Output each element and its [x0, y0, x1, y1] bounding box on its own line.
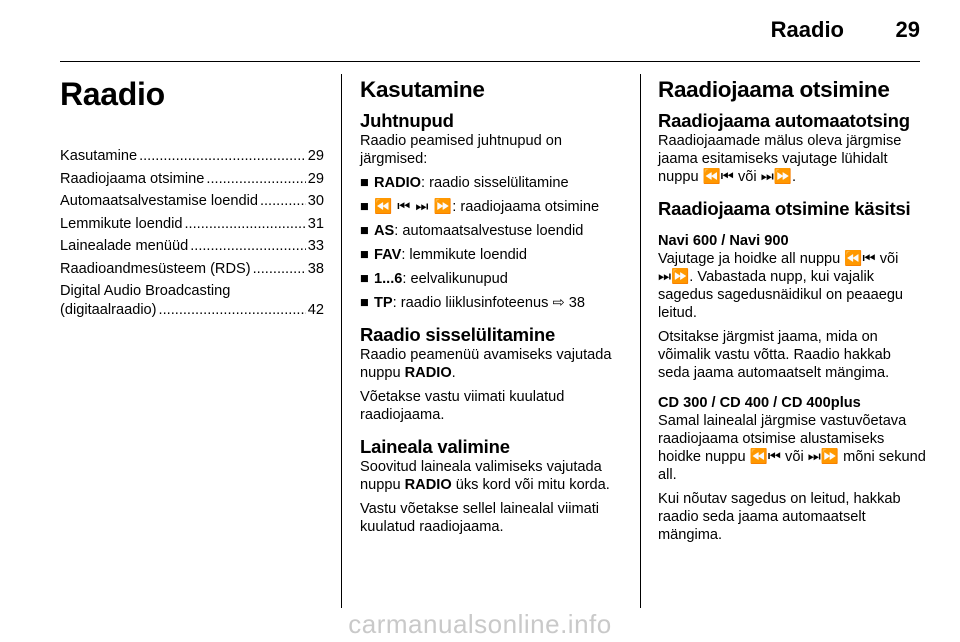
toc-entry[interactable]	[60, 237, 324, 256]
control-desc: : raadiojaama otsimine	[452, 199, 600, 215]
list-item	[360, 222, 624, 240]
header-page-number: 29	[895, 17, 920, 42]
subsection-title: Juhtnupud	[360, 110, 454, 131]
watermark: carmanualsonline.info	[348, 609, 612, 639]
column-divider-2	[640, 74, 641, 608]
toc-label: Lemmikute loendid	[60, 215, 183, 232]
controls-list	[360, 174, 624, 312]
header-section-title: Raadio	[770, 17, 844, 42]
toc-leader	[260, 192, 306, 211]
list-item	[360, 294, 624, 312]
page-header	[60, 0, 920, 62]
model-heading: CD 300 / CD 400 / CD 400plus	[658, 395, 861, 411]
toc-leader	[139, 147, 306, 166]
toc-leader	[190, 237, 306, 256]
control-desc: : automaatsalvestuse loendid	[394, 223, 584, 239]
list-item	[360, 246, 624, 264]
toc-label: Digital Audio Broadcasting	[60, 283, 231, 299]
control-desc: : raadio sisselülitamine	[421, 175, 569, 191]
control-desc: : eelvalikunupud	[402, 271, 508, 287]
paragraph: Vajutage ja hoidke all nuppu ⏪⏮ või ⏭⏩. Vabastada nupp, kui vajalik sagedus sagedusnäidikul on peaaegu leitud.	[658, 251, 904, 321]
chapter-title: Raadio	[60, 76, 165, 112]
toc-leader	[185, 215, 306, 234]
bullet-icon: ■	[360, 271, 369, 287]
toc-entry[interactable]	[60, 147, 324, 166]
seek-buttons-icon: ⏪ ⏮ ⏭ ⏩	[374, 199, 453, 215]
model-heading: Navi 600 / Navi 900	[658, 233, 789, 249]
toc-leader	[206, 170, 305, 189]
toc-page: 29	[307, 170, 324, 187]
list-item	[360, 174, 624, 192]
toc-page: 42	[307, 302, 324, 318]
bullet-icon: ■	[360, 247, 369, 263]
paragraph: Raadio peamenüü avamiseks vajutada nuppu RADIO.	[360, 347, 612, 381]
toc-page: 33	[307, 238, 324, 254]
toc-label: Raadiojaama otsimine	[60, 170, 205, 187]
bullet-icon: ■	[360, 199, 369, 215]
paragraph: Vastu võetakse sellel lainealal viimati kuulatud raadiojaama.	[360, 501, 600, 535]
subsection-title: Raadiojaama automaatotsing	[658, 110, 910, 131]
toc-entry[interactable]	[60, 215, 324, 234]
bullet-icon: ■	[360, 175, 369, 191]
control-desc: : raadio liiklusinfoteenus ⇨ 38	[392, 295, 585, 311]
toc-page: 38	[307, 260, 324, 277]
control-key: 1...6	[374, 271, 403, 287]
paragraph: Kui nõutav sagedus on leitud, hakkab raadio seda jaama automaatselt mängima.	[658, 491, 901, 543]
control-desc: : lemmikute loendid	[401, 247, 528, 263]
toc-label: Lainealade menüüd	[60, 238, 189, 254]
table-of-contents	[60, 147, 324, 320]
control-key: AS	[374, 223, 395, 239]
control-key: TP	[374, 295, 393, 311]
paragraph: Raadiojaamade mälus oleva järgmise jaama esitamiseks vajutage lühidalt nuppu ⏪⏮ või ⏭⏩.	[658, 133, 902, 185]
section-title: Kasutamine	[360, 77, 485, 102]
column-usage	[360, 62, 624, 608]
toc-entry[interactable]	[60, 282, 324, 320]
toc-label: Raadioandmesüsteem (RDS)	[60, 260, 251, 277]
subsection-title: Raadiojaama otsimine käsitsi	[658, 198, 911, 219]
paragraph: Otsitakse järgmist jaama, mida on võimalik vastu võtta. Raadio hakkab seda jaama automaatselt mängima.	[658, 329, 891, 381]
list-item	[360, 198, 624, 216]
toc-page: 30	[307, 193, 324, 209]
toc-leader	[159, 301, 306, 320]
toc-leader	[253, 260, 306, 279]
subsection-title: Laineala valimine	[360, 436, 510, 457]
bullet-icon: ■	[360, 295, 369, 311]
subsection-title: Raadio sisselülitamine	[360, 324, 556, 345]
list-item	[360, 270, 624, 288]
column-station-search	[658, 62, 926, 608]
paragraph: Samal lainealal järgmise vastuvõetava raadiojaama otsimise alustamiseks hoidke nuppu ⏪⏮ või ⏭⏩ mõni sekund all.	[658, 413, 926, 483]
control-key: RADIO	[374, 175, 422, 191]
section-title: Raadiojaama otsimine	[658, 77, 890, 102]
toc-entry[interactable]	[60, 260, 324, 279]
column-divider-1	[341, 74, 342, 608]
paragraph: Võetakse vastu viimati kuulatud raadiojaama.	[360, 389, 565, 423]
toc-label: (digitaalraadio)	[60, 302, 157, 318]
toc-entry[interactable]	[60, 170, 324, 189]
toc-label: Automaatsalvestamise loendid	[60, 193, 258, 209]
toc-page: 31	[307, 215, 324, 232]
column-toc	[60, 62, 324, 608]
toc-label: Kasutamine	[60, 148, 138, 164]
toc-page: 29	[307, 148, 324, 164]
toc-entry[interactable]	[60, 192, 324, 211]
control-key: FAV	[374, 247, 402, 263]
paragraph: Soovitud laineala valimiseks vajutada nuppu RADIO üks kord või mitu korda.	[360, 459, 610, 493]
paragraph: Raadio peamised juhtnupud on järgmised:	[360, 133, 563, 167]
bullet-icon: ■	[360, 223, 369, 239]
